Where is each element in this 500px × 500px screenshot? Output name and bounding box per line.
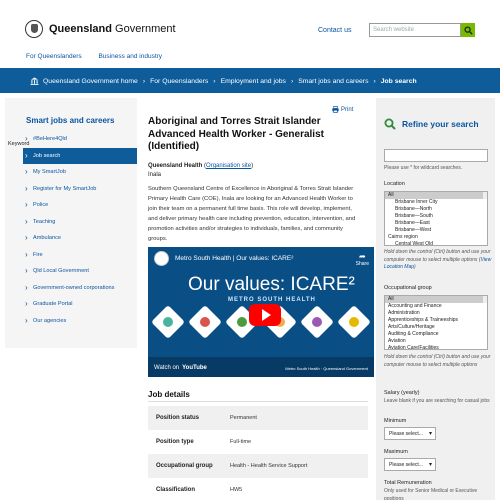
job-description: Southern Queensland Centre of Excellence in Aboriginal & Torres Strait Islander Primary Health Care (COE), Inala are looking for an Advanced Health Worker to join their team on a permanent full time basis. This role will develop, implement, and deliver primary health care including prevention, education, intervention, and promotion activities and/or strategies to individuals, families, and community groups. [148,186,356,242]
home-icon [30,77,39,85]
sidebar-item-job-search[interactable]: › Job search [23,148,137,165]
occ-option[interactable]: Apprenticeships & Traineeships [388,317,459,323]
location-option[interactable]: Brisbane—North [395,206,432,212]
occupational-group-select[interactable] [384,295,488,350]
total-remuneration-label: Total Remuneration [384,480,432,486]
detail-value: Health - Health Service Support [222,454,368,478]
occ-option[interactable]: Accounting and Finance [388,303,442,309]
keyword-note: Please use * for wildcard searches. [384,165,463,171]
breadcrumb-sep: › [290,77,294,85]
breadcrumb-current: Job search [380,77,417,85]
organisation: Queensland Health (Organisation site) [148,163,254,169]
breadcrumb-for-queenslanders[interactable]: For Queenslanders [150,77,209,85]
salary-note: Leave blank if you are searching for casual jobs [384,398,490,404]
sidebar-item-ambulance[interactable]: › Ambulance [23,230,137,247]
sidebar-item-behere4qld[interactable]: › #BeHere4Qld [23,131,137,148]
table-row [148,406,368,430]
minimum-label: Minimum [384,418,407,424]
detail-key: Position status [148,406,222,430]
subnav-business-industry[interactable]: Business and industry [98,53,163,60]
occ-option[interactable]: Administration [388,310,420,316]
sidebar-item-fire[interactable]: › Fire [23,247,137,264]
detail-key: Position type [156,439,194,445]
share-icon: ➦ [358,252,366,261]
occ-option[interactable]: Auditing & Compliance [388,331,439,337]
occ-option[interactable]: Aviation [388,338,406,344]
location-option[interactable]: Brisbane—East [395,220,430,226]
job-location: Inala [148,172,162,178]
subnav-for-queenslanders[interactable]: For Queenslanders [26,53,82,60]
breadcrumb-sep: › [213,77,216,85]
channel-avatar[interactable] [154,251,169,266]
refine-title-text: Refine your search [402,119,479,129]
view-location-map-link[interactable]: View Location Map [384,256,492,270]
print-link[interactable] [332,106,353,113]
value-icon-integrity [151,305,185,339]
print-label: Print [341,106,354,113]
location-option[interactable]: Brisbane—West [395,227,432,233]
magnifier-icon [384,118,396,130]
search-button[interactable] [461,23,475,37]
value-icon-compassion [188,305,222,339]
search-icon [464,26,473,35]
sidebar-item-my-smartjob[interactable]: › My SmartJob [23,164,137,181]
location-option[interactable]: Cairns region [388,234,418,240]
sidebar-item-teaching[interactable]: › Teaching [23,214,137,231]
breadcrumb [30,77,422,85]
breadcrumb-sep: › [373,77,376,85]
logo-text: Queensland Government [49,23,176,35]
breadcrumb-bar [0,68,500,93]
salary-label: Salary (yearly) [384,390,420,396]
share-label: Share [355,261,369,267]
location-note: Hold down the control (Ctrl) button and use your computer mouse to select multiple options (View Location Map) [384,249,492,270]
sidebar [5,98,137,348]
youtube-logo: YouTube [182,365,207,371]
value-icon-engagement [300,305,334,339]
video-headline: Our values: ICARE² [188,274,355,295]
refine-title [384,118,479,130]
job-details-table [148,406,368,500]
listbox-scrollbar[interactable] [482,192,487,199]
share-button[interactable] [356,252,369,267]
maximum-salary-select[interactable]: Please select... ▾ [384,458,436,471]
occupational-group-label: Occupational group [384,285,432,291]
detail-value: HW5 [230,487,243,493]
occ-option[interactable]: Arts/Culture/Heritage [388,324,435,330]
location-option[interactable]: Brisbane—South [395,213,433,219]
detail-value: Permanent [222,406,368,430]
maximum-label: Maximum [384,449,408,455]
watch-on-youtube[interactable]: Watch on YouTube [154,365,207,371]
printer-icon [332,106,339,113]
sidebar-item-our-agencies[interactable]: › Our agencies [23,313,137,330]
qld-gov-logo[interactable] [25,20,176,38]
divider [148,401,368,402]
crest-icon [25,20,43,38]
listbox-scrollbar[interactable] [482,296,487,303]
breadcrumb-sep: › [142,77,146,85]
play-button[interactable] [249,304,281,326]
detail-key: Classification [156,487,196,493]
location-select[interactable] [384,191,488,246]
keyword-input[interactable] [384,149,488,162]
sidebar-item-register[interactable]: › Register for My SmartJob [23,181,137,198]
top-subnav [26,53,177,60]
breadcrumb-smart-jobs[interactable]: Smart jobs and careers [298,77,369,85]
total-remuneration-note: Only used for Senior Medical or Executive positions [384,488,478,500]
location-option[interactable]: Central West Qld [395,241,433,246]
location-option[interactable]: All [385,192,487,199]
youtube-video-embed[interactable] [148,247,374,377]
location-option[interactable]: Brisbane Inner City [395,199,438,205]
video-subheadline: METRO SOUTH HEALTH [228,297,316,303]
search-input[interactable]: Search website [369,23,461,37]
table-row [148,454,368,478]
site-header [0,0,500,46]
job-title: Aboriginal and Torres Strait Islander Advanced Health Worker - Generalist (Identified) [148,116,324,152]
sidebar-title[interactable]: Smart jobs and careers [26,116,115,125]
video-title[interactable]: Metro South Health | Our values: ICARE² [175,254,294,262]
video-header [148,247,374,269]
value-icon-excellence [337,305,371,339]
detail-key: Occupational group [148,454,222,478]
breadcrumb-home[interactable]: Queensland Government home [43,77,138,85]
occ-option[interactable]: Aviation Care/Facilities [388,345,439,350]
table-row [148,430,368,454]
organisation-site-link[interactable]: Organisation site [206,163,252,169]
breadcrumb-employment[interactable]: Employment and jobs [220,77,286,85]
sidebar-item-graduate-portal[interactable]: › Graduate Portal [23,296,137,313]
contact-us-link[interactable]: Contact us [318,27,352,34]
location-label: Location [384,181,405,187]
video-footer-logos: Metro South Health · Queensland Government [285,366,368,371]
sidebar-item-goc[interactable]: › Government-owned corporations [23,280,137,297]
sidebar-item-police[interactable]: › Police [23,197,137,214]
keyword-label: Keyword [8,141,30,147]
job-details-heading: Job details [148,390,190,399]
detail-value: Full-time [230,439,252,445]
table-row [148,478,368,500]
minimum-salary-select[interactable]: Please select... ▾ [384,427,436,440]
sidebar-item-local-government[interactable]: › Qld Local Government [23,263,137,280]
sidebar-list [23,131,137,329]
occupational-group-note: Hold down the control (Ctrl) button and use your computer mouse to select multiple options [384,354,491,368]
organisation-name: Queensland Health [148,163,203,169]
occ-option[interactable]: All [385,296,487,303]
